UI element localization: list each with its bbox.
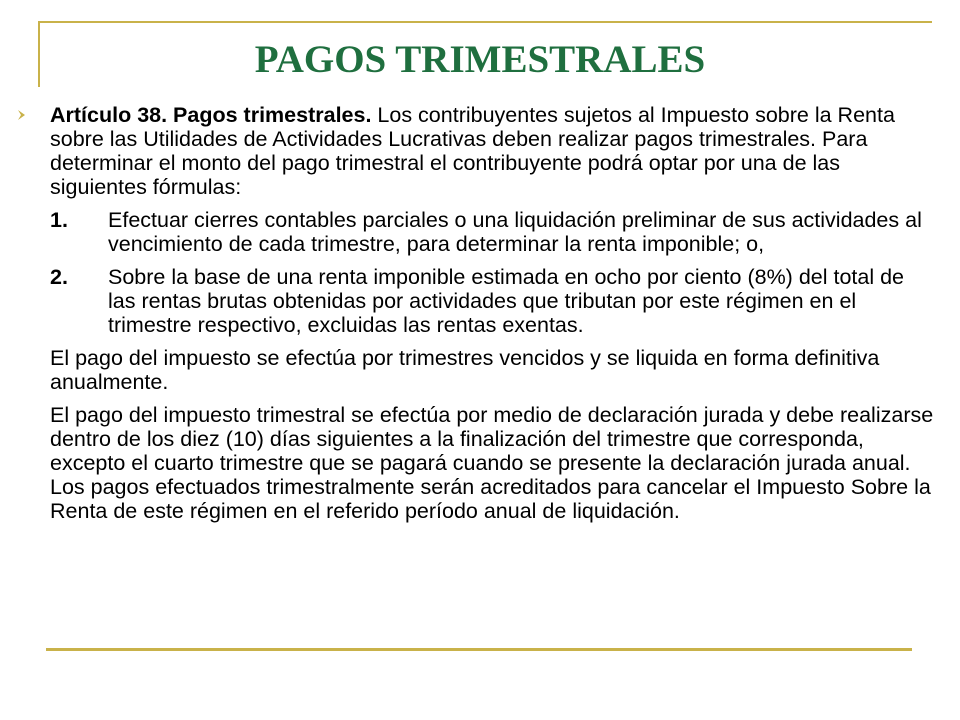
top-divider xyxy=(40,21,932,23)
paragraph: El pago del impuesto se efectúa por trimestres vencidos y se liquida en forma definitiva anualmente. xyxy=(50,346,880,394)
option-item xyxy=(50,265,935,337)
bottom-divider xyxy=(46,648,912,651)
option-number: 1. xyxy=(50,208,68,232)
chevron-right-icon xyxy=(16,104,30,126)
article-text: Los contribuyentes sujetos al Impuesto sobre la Renta sobre las Utilidades de Actividades Lucrativas deben realizar pagos trimestrales. Para determinar el monto del pago trimestral el contribuyente podrá optar por una de las siguientes fórmulas: xyxy=(50,103,895,199)
slide-body xyxy=(50,103,935,523)
option-text: Efectuar cierres contables parciales o una liquidación preliminar de sus actividades al vencimiento de cada trimestre, para determinar la renta imponible; o, xyxy=(108,208,922,256)
option-text: Sobre la base de una renta imponible estimada en ocho por ciento (8%) del total de las rentas brutas obtenidas por actividades que tributan por este régimen en el trimestre respectivo, excluidas las rentas exentas. xyxy=(108,265,905,337)
paragraph: El pago del impuesto trimestral se efectúa por medio de declaración jurada y debe realizarse dentro de los diez (10) días siguientes a la finalización del trimestre que corresponda, excepto el cuarto trimestre que se pagará cuando se presente la declaración jurada anual. Los pagos efectuados trimestralmente serán acreditados para cancelar el Impuesto Sobre la Renta de este régimen en el referido período anual de liquidación. xyxy=(50,403,934,523)
article-paragraph xyxy=(50,103,935,199)
slide-title: PAGOS TRIMESTRALES xyxy=(254,38,706,81)
article-heading: Artículo 38. Pagos trimestrales. xyxy=(50,103,372,127)
option-number: 2. xyxy=(50,265,68,289)
option-item xyxy=(50,208,935,256)
